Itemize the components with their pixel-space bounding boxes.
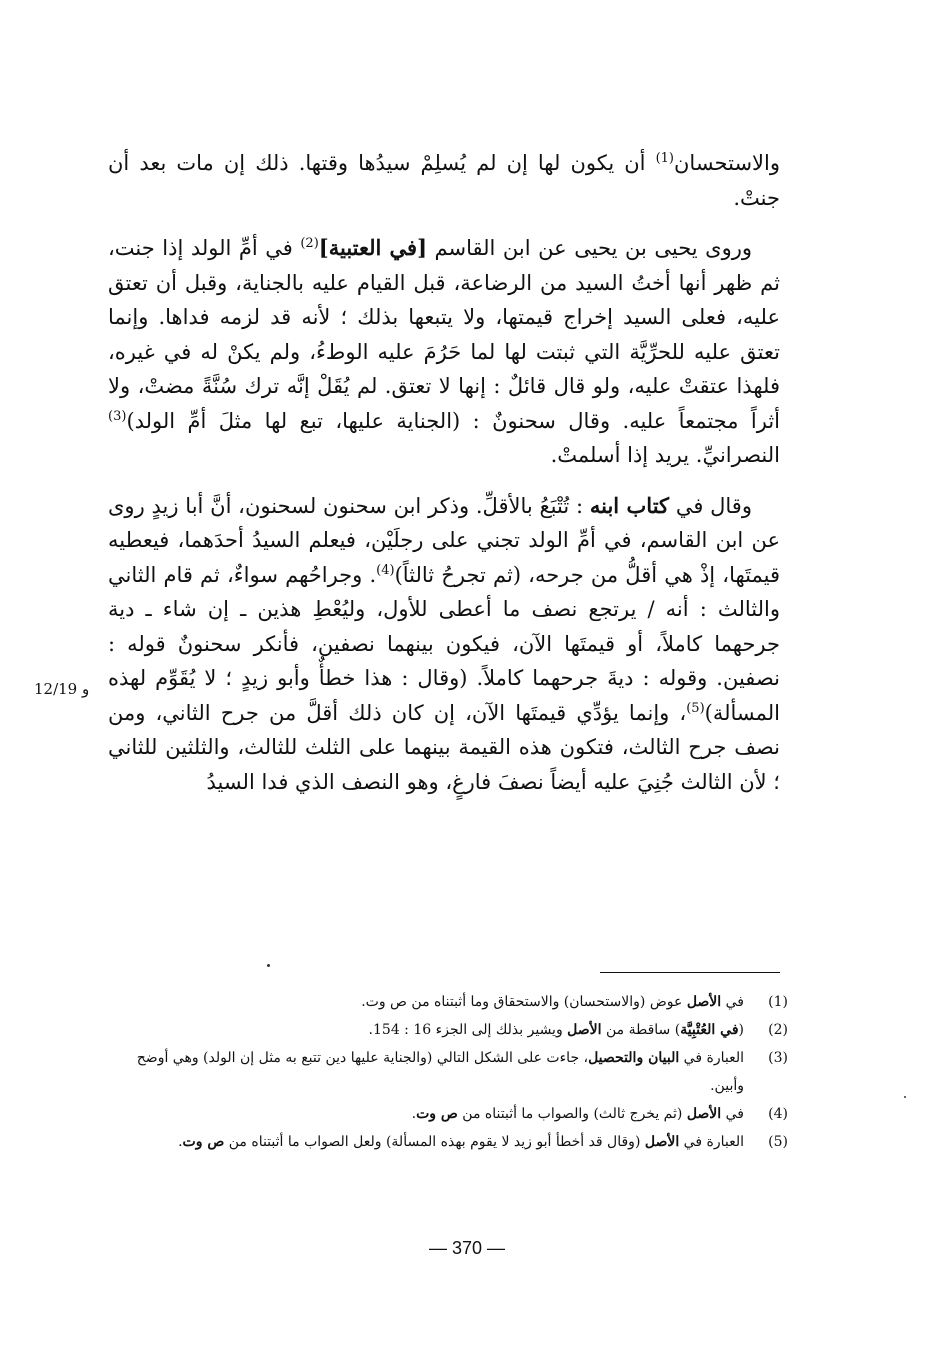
footnote-3 xyxy=(108,1044,788,1100)
text-run: (وقال قد أخطأ أبو زيد لا يقوم بهذه المسألة) ولعل الصواب ما أثبتناه من xyxy=(224,1134,645,1150)
footnote-number: (2) xyxy=(768,1022,788,1038)
footnote-4 xyxy=(108,1100,788,1128)
scan-speck xyxy=(904,1096,906,1098)
footnote-text xyxy=(108,1016,744,1044)
footnote-number: (4) xyxy=(768,1106,788,1122)
text-run: : تُتْبَعُ بالأقلِّ. وذكر ابن سحنون لسحنون، أنَّ أبا زيدٍ روى عن ابن القاسم، في أمِّ الولد تجني على رجلَيْن، فيعلم السيدُ أحدَهما، فيعطيه قيمتَها، إذْ هي أقلُّ من جرحه، (ثم تجرحُ ثالثاً) xyxy=(108,493,780,587)
text-run: العبارة في xyxy=(679,1134,744,1150)
bold-term: ص وت xyxy=(416,1106,458,1122)
footnote-ref[interactable]: (4) xyxy=(376,562,395,578)
text-run: وقال في xyxy=(669,493,752,518)
bold-term: كتاب ابنه xyxy=(589,492,670,518)
footnote-2 xyxy=(108,1016,788,1044)
text-run: ، جاءت على الشكل التالي (والجناية عليها دين تتبع به مثل إن الولد) وهي أوضح وأبين. xyxy=(136,1050,744,1094)
text-run: ، وإنما يؤدِّي قيمتَها الآن، إن كان ذلك أقلَّ من جرح الثاني، ومن نصف جرح الثالث، فتكون هذه القيمة بينهما على الثلث للثالث، والثلثين للثاني ؛ لأن الثالث جُنِيَ عليه أيضاً نصفَ فارغٍ، وهو النصف الذي فدا السيدُ xyxy=(108,700,780,794)
footnote-number: (3) xyxy=(768,1050,788,1066)
footnote-ref[interactable]: (2) xyxy=(300,236,319,251)
text-run: والاستحسان xyxy=(674,151,780,175)
text-run: . xyxy=(178,1134,183,1150)
footnote-1 xyxy=(108,988,788,1016)
text-run: . وجراحُهم سواءٌ، ثم قام الثاني والثالث : أنه / يرتجع نصف ما أعطى للأول، وليُعْطِ هذين ـ إن شاء ـ دية جرحهما كاملاً، أو قيمتَها الآن، فيكون بينهما نصفين، فأنكر سحنونٌ قوله : نصفين. وقوله : ديةَ جرحهما كاملاً. (وقال : هذا خطأٌ وأبو زيدٍ ؛ لا يُقَوِّم لهذه المسألة) xyxy=(108,562,780,725)
footnote-text xyxy=(108,1128,744,1156)
footnotes xyxy=(108,988,788,1156)
manuscript-folio-note: 12/19 و xyxy=(34,680,90,698)
bold-term: ص وت xyxy=(182,1134,225,1150)
scan-speck xyxy=(267,964,270,967)
text-run: ( xyxy=(738,1022,744,1038)
main-text xyxy=(108,146,780,815)
bold-term: الأصل xyxy=(644,1134,680,1150)
footnote-text xyxy=(108,1100,744,1128)
text-run: وروى يحيى بن يحيى عن ابن القاسم xyxy=(427,236,752,260)
text-run: في أمِّ الولد إذا جنت، ثم ظهر أنها أختُ السيد من الرضاعة، قبل القيام عليه بالجناية، وقبل أن تعتق عليه، فعلى السيد إخراج قيمتها، ولا يتبعها بذلك ؛ لأنه قد لزمه فداها. وإنما تعتق عليه للحرِّيَّة التي ثبتت لها لما حَرُمَ عليه الوطءُ، ولم يكنْ له في غيره، فلهذا عتقتْ عليه، ولو قال قائلٌ : إنها لا تعتق. لم يُقَلْ إنَّه ترك سُنَّةً مضتْ، ولا أثراً مجتمعاً عليه. وقال سحنونٌ : (الجناية عليها، تبع لها مثلَ أمِّ الولد) xyxy=(108,236,780,433)
bold-term: في العُتْبِيَّة xyxy=(680,1022,739,1038)
bold-term: البيان والتحصيل xyxy=(588,1050,680,1066)
bold-term: الأصل xyxy=(686,1106,722,1122)
text-run: أن يكون لها إن لم يُسلِمْ سيدُها وقتها. ذلك إن مات بعد أن جنتْ. xyxy=(108,151,780,210)
text-run: في xyxy=(721,994,744,1010)
text-run: في xyxy=(721,1106,744,1122)
paragraph-3 xyxy=(108,489,780,800)
footnote-ref[interactable]: (5) xyxy=(686,700,705,716)
paragraph-1 xyxy=(108,146,780,215)
footnote-ref[interactable]: (3) xyxy=(108,408,127,424)
text-run: . xyxy=(411,1106,417,1122)
text-run: العبارة في xyxy=(679,1050,744,1066)
bold-term: [في العتبية] xyxy=(318,235,428,260)
footnote-ref[interactable]: (1) xyxy=(655,151,674,166)
bold-term: الأصل xyxy=(686,994,722,1010)
text-run: عوض (والاستحسان) والاستحقاق وما أثبتناه من ص وت. xyxy=(361,994,687,1010)
bold-term: الأصل xyxy=(567,1022,602,1038)
paragraph-2 xyxy=(108,231,780,473)
footnote-separator xyxy=(600,972,780,973)
footnote-text xyxy=(108,1044,744,1100)
footnote-number: (1) xyxy=(768,994,788,1010)
footnote-text xyxy=(108,988,744,1016)
footnote-number: (5) xyxy=(768,1134,788,1150)
text-run: النصرانيِّ. يريد إذا أسلمتْ. xyxy=(550,443,780,467)
text-run: (ثم يخرج ثالث) والصواب ما أثبتناه من xyxy=(457,1106,687,1122)
text-run: ) ساقطة من xyxy=(601,1022,681,1038)
page-number: — 370 — xyxy=(428,1238,506,1258)
text-run: ويشير بذلك إلى الجزء 16 : 154. xyxy=(368,1022,568,1038)
footnote-5 xyxy=(108,1128,788,1156)
